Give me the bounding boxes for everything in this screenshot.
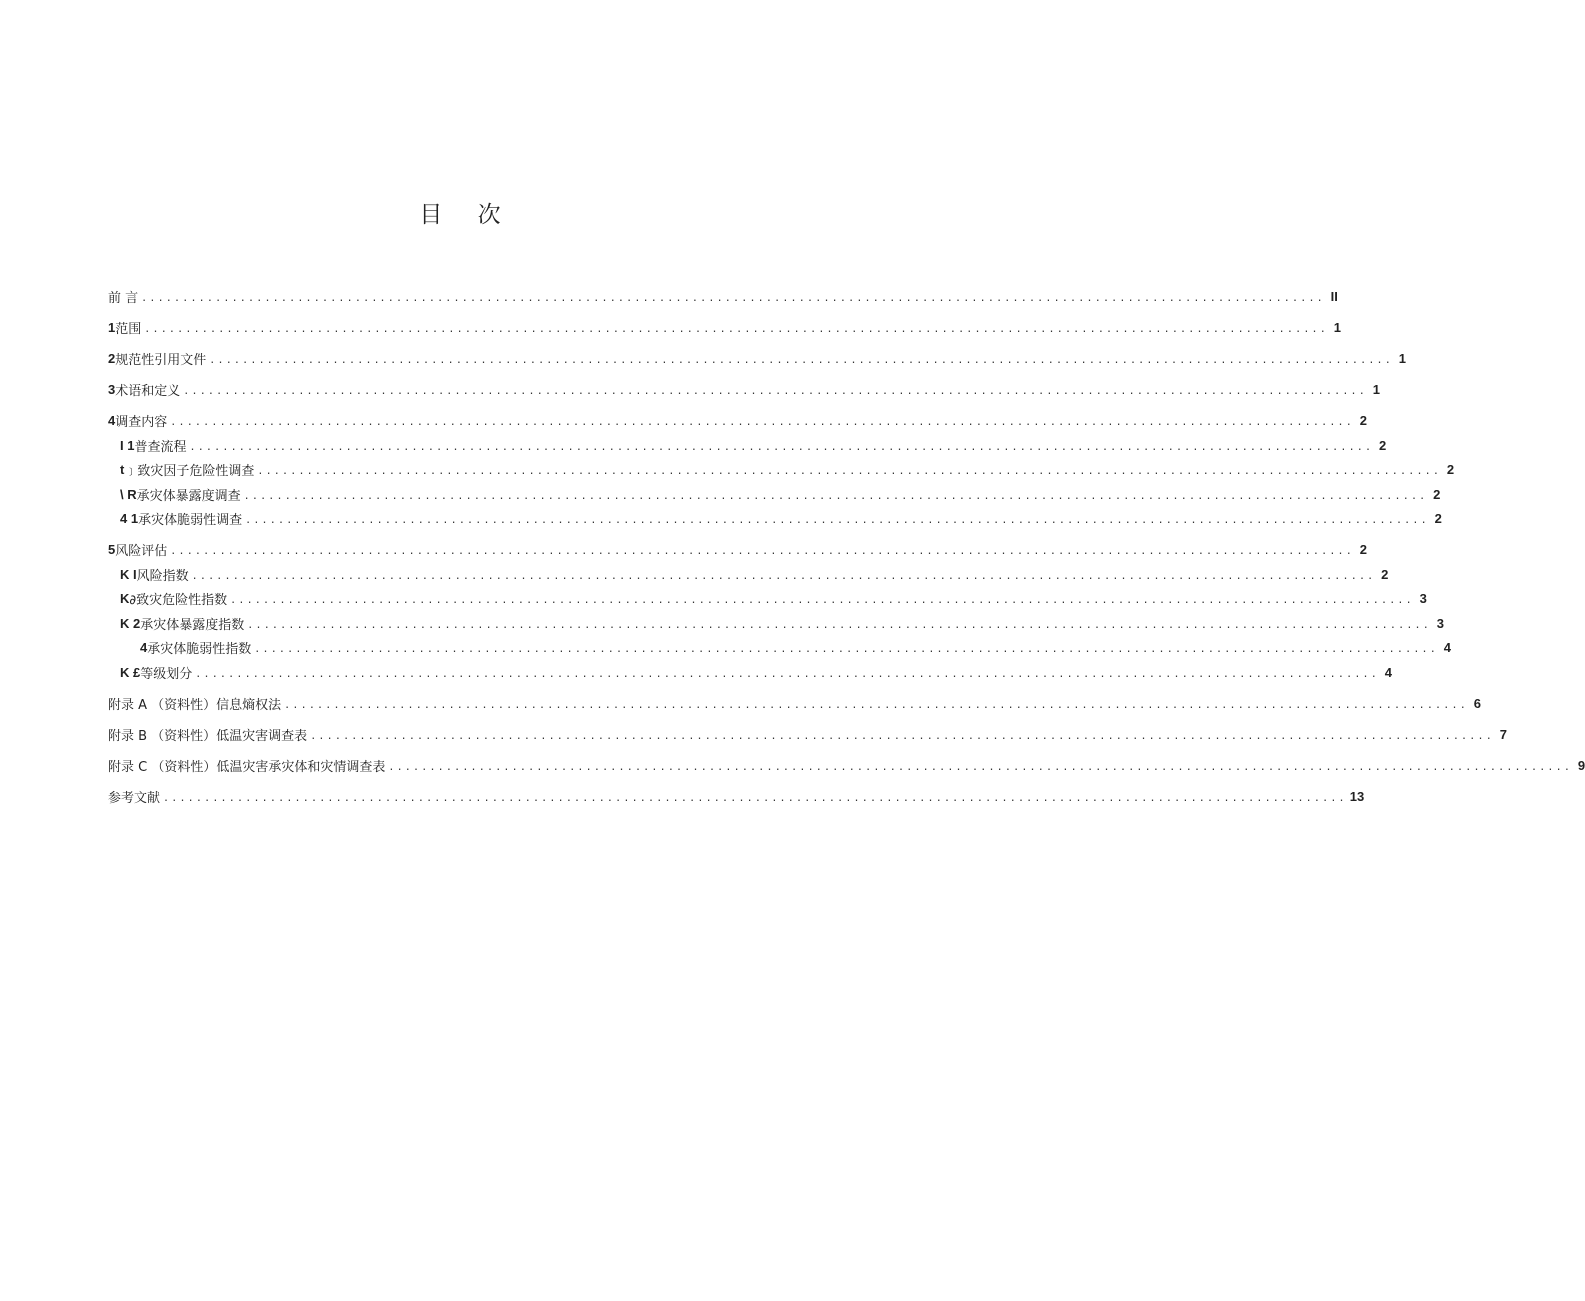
toc-leader-dots: ................................................................................................................................................ [254,643,1439,655]
toc-subentry[interactable] [120,613,1445,633]
toc-entry-label: 参考文献 [108,790,161,806]
toc-subentry[interactable] [120,508,1442,528]
toc-entry-page: 2 [1379,437,1387,453]
toc-entry[interactable] [108,379,1381,399]
toc-entry-number: K I [120,566,137,582]
toc-leader-dots: ................................................................................................................................................ [195,668,1380,680]
toc-title: 目 次 [419,202,515,228]
toc-entry-page: 2 [1433,486,1441,502]
toc-subentry[interactable] [120,435,1387,455]
toc-leader-dots: ................................................................................................................................................ [170,545,1355,557]
toc-entry-label: 范围 [115,321,142,337]
toc-entry-label: 普查流程 [134,439,187,455]
toc-subentry[interactable] [120,588,1427,608]
toc-entry-page: 2 [1359,541,1368,557]
toc-leader-dots: ................................................................................................................................................ [388,761,1573,773]
toc-entry-page: 2 [1359,412,1368,428]
toc-entry-label: 规范性引用文件 [115,352,207,368]
toc-entry-page: 6 [1473,695,1481,711]
toc-entry-label: 承灾体暴露度调查 [136,488,241,504]
toc-entry-label: 前 言 [108,290,139,306]
toc-leader-dots: ................................................................................................................................................ [243,490,1428,502]
toc-leader-dots: ................................................................................................................................................ [209,354,1394,366]
toc-entry-number: K 2 [120,615,141,631]
toc-subentry[interactable] [140,637,1452,657]
toc-entry-label: 附录 C （资料性）低温灾害承灾体和灾情调查表 [108,759,386,775]
toc-entry-number: 4 [108,412,116,428]
toc-entry-page: 1 [1333,319,1342,335]
toc-entry-page: 2 [1381,566,1389,582]
toc-entry-page: 4 [1443,639,1452,655]
toc-entry-label: 调查内容 [115,414,168,430]
toc-subentry[interactable] [120,484,1441,504]
toc-entry-page: 13 [1349,788,1365,804]
toc-leader-dots: ................................................................................................................................................ [189,441,1374,453]
toc-entry-number: I 1 [120,437,135,453]
toc-leader-dots: ................................................................................................................................................ [163,792,1347,804]
toc-entry[interactable] [108,755,1585,775]
toc-entry-label: 风险指数 [136,568,189,584]
toc-leader-dots: ................................................................................................................................................ [170,416,1355,428]
toc-entry-label: ﹞致灾因子危险性调查 [124,463,255,479]
toc-entry-label: 附录 B （资料性）低温灾害调查表 [108,728,308,744]
toc-leader-dots: ................................................................................................................................................ [144,323,1329,335]
toc-subentry[interactable] [120,662,1393,682]
toc-leader-dots: ................................................................................................................................................ [191,570,1376,582]
toc-entry-label: 术语和定义 [115,383,181,399]
toc-entry[interactable] [108,786,1365,806]
toc-entry-label: ∂致灾危险性指数 [129,592,228,608]
toc-subentry[interactable] [120,459,1455,479]
toc-entry-number: K £ [120,664,141,680]
toc-entry-label: 承灾体脆弱性调查 [138,512,243,528]
toc-entry[interactable] [108,317,1342,337]
toc-leader-dots: ................................................................................................................................................ [183,385,1368,397]
toc-entry-number: 5 [108,541,116,557]
toc-entry-number: K [120,590,130,606]
toc-entry[interactable] [108,693,1481,713]
toc-entry-label: 附录 A （资料性）信息熵权法 [108,697,282,713]
toc-entry-page: 9 [1577,757,1585,773]
toc-leader-dots: ................................................................................................................................................ [310,730,1494,742]
toc-entry-page: 4 [1384,664,1393,680]
toc-leader-dots: ................................................................................................................................................ [257,465,1442,477]
toc-entry-label: 承灾体暴露度指数 [140,617,245,633]
toc-entry-label: 等级划分 [140,666,193,682]
toc-subentry[interactable] [120,564,1389,584]
toc-leader-dots: ................................................................................................................................................ [245,514,1429,526]
toc-entry-page: 1 [1372,381,1381,397]
toc-entry-number: 4 1 [120,510,139,526]
toc-entry-label: 承灾体脆弱性指数 [147,641,252,657]
toc-entry[interactable] [108,286,1338,306]
toc-leader-dots: ................................................................................................................................................ [141,292,1325,304]
toc-entry-number: \ R [120,486,137,502]
toc-entry[interactable] [108,348,1407,368]
toc-entry-page: 2 [1446,461,1455,477]
toc-entry-page: 1 [1398,350,1407,366]
toc-entry-page: 3 [1436,615,1445,631]
toc-entry-number: 4 [140,639,148,655]
toc-leader-dots: ................................................................................................................................................ [247,619,1432,631]
toc-entry[interactable] [108,724,1507,744]
toc-entry-page: 2 [1434,510,1442,526]
toc-entry-page: II [1330,288,1338,304]
toc-entry-number: 2 [108,350,116,366]
toc-entry[interactable] [108,539,1368,559]
toc-leader-dots: ................................................................................................................................................ [284,699,1468,711]
toc-entry-page: 7 [1499,726,1507,742]
toc-entry-number: 3 [108,381,116,397]
toc-leader-dots: ................................................................................................................................................ [230,594,1414,606]
toc-entry[interactable] [108,410,1368,430]
toc-entry-label: 风险评估 [115,543,168,559]
toc-entry-number: 1 [108,319,116,335]
toc-entry-page: 3 [1419,590,1427,606]
toc-entry-number: t [120,461,125,477]
